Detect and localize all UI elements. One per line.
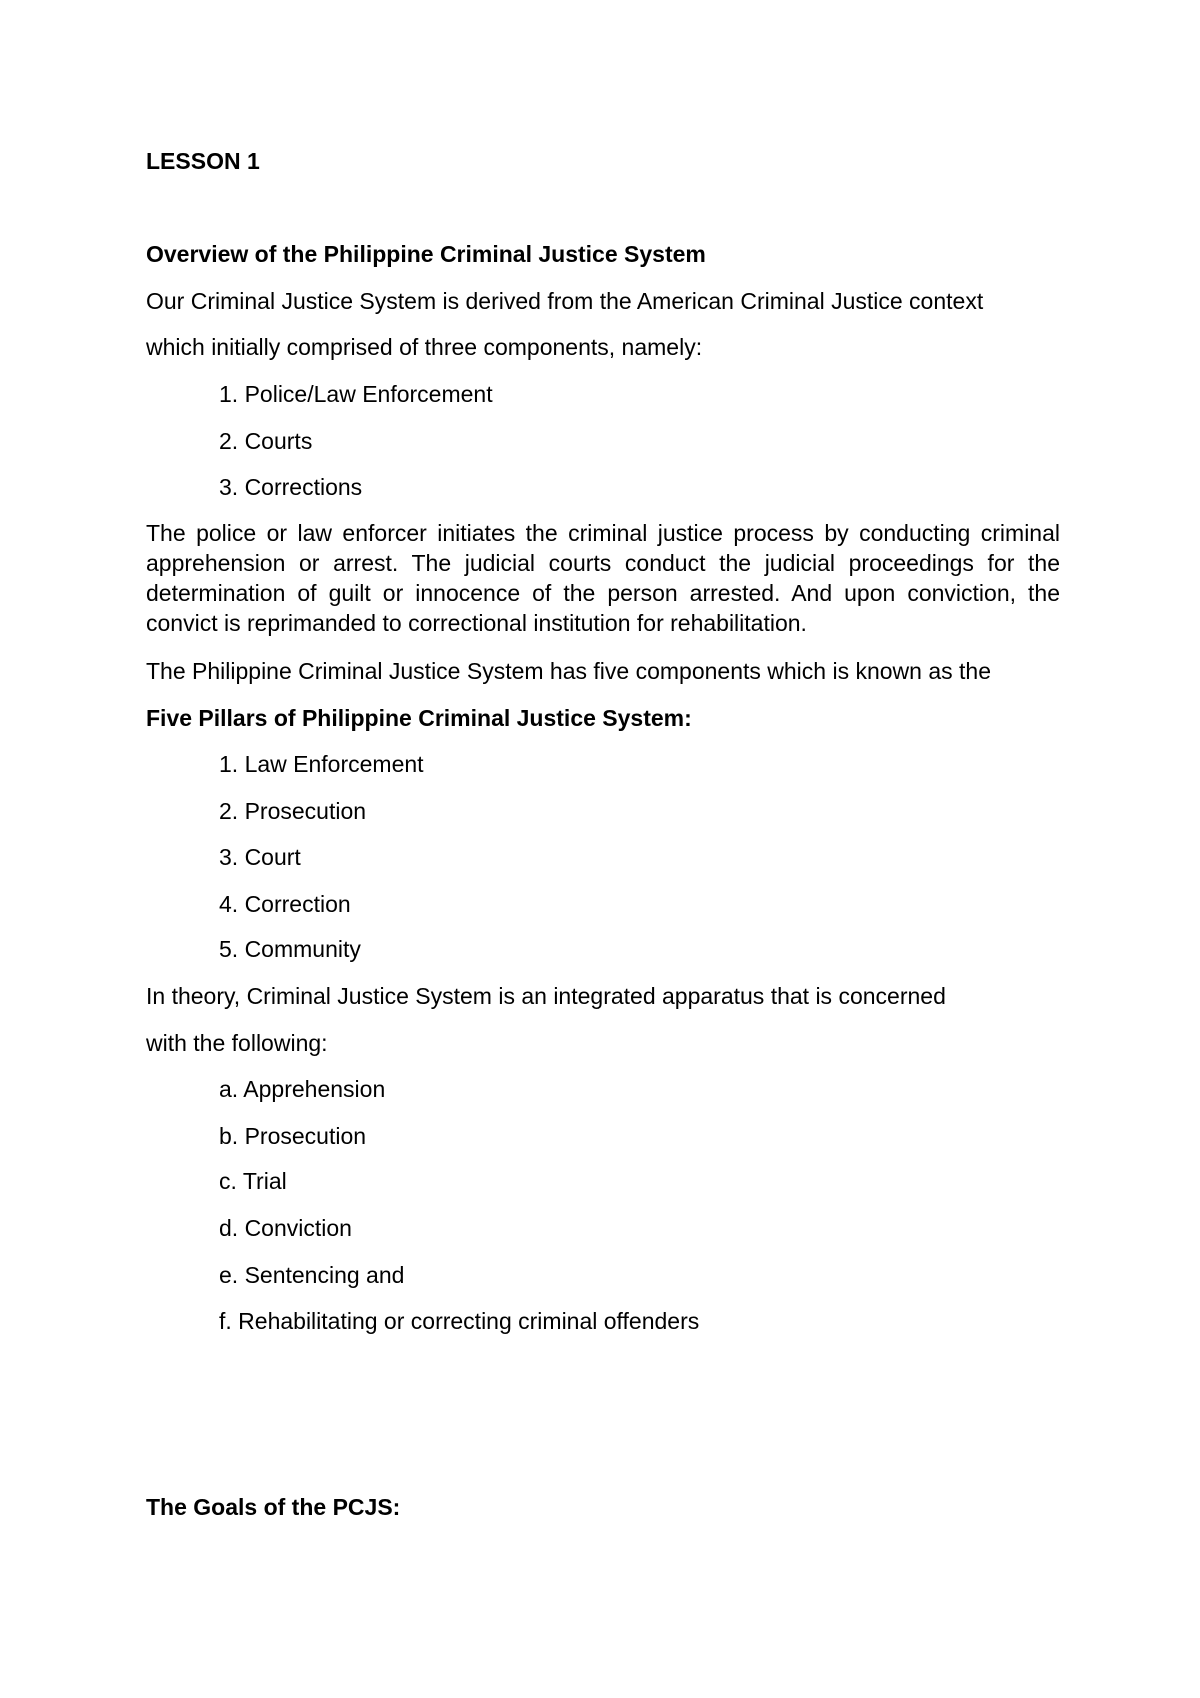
lesson-title: LESSON 1	[146, 148, 260, 174]
pillars-heading: Five Pillars of Philippine Criminal Justice System:	[146, 705, 692, 731]
component-item: 1. Police/Law Enforcement	[219, 381, 493, 407]
goals-heading: The Goals of the PCJS:	[146, 1494, 401, 1520]
concern-item: f. Rehabilitating or correcting criminal offenders	[219, 1308, 700, 1334]
theory-line-1: In theory, Criminal Justice System is an integrated apparatus that is concerned	[146, 983, 946, 1009]
intro-line-2: which initially comprised of three components, namely:	[146, 334, 703, 360]
pillar-item: 4. Correction	[219, 891, 351, 917]
component-item: 2. Courts	[219, 428, 313, 454]
concern-item: e. Sentencing and	[219, 1262, 405, 1288]
concern-item: c. Trial	[219, 1168, 287, 1194]
section-heading: Overview of the Philippine Criminal Justice System	[146, 241, 706, 267]
process-paragraph: The police or law enforcer initiates the criminal justice process by conducting criminal apprehension or arrest. The judicial courts conduct the judicial proceedings for the determination of guilt or innocence of the person arrested. And upon conviction, the convict is reprimanded to correctional institution for rehabilitation.	[146, 520, 1060, 636]
component-item: 3. Corrections	[219, 474, 363, 500]
pillar-item: 5. Community	[219, 936, 361, 962]
concern-item: d. Conviction	[219, 1215, 352, 1241]
concern-item: b. Prosecution	[219, 1123, 367, 1149]
pillar-item: 2. Prosecution	[219, 798, 367, 824]
theory-line-2: with the following:	[146, 1030, 328, 1056]
pillars-intro: The Philippine Criminal Justice System has five components which is known as the	[146, 658, 991, 684]
intro-line-1: Our Criminal Justice System is derived from the American Criminal Justice context	[146, 288, 984, 314]
concern-item: a. Apprehension	[219, 1076, 386, 1102]
pillar-item: 3. Court	[219, 844, 301, 870]
pillar-item: 1. Law Enforcement	[219, 751, 424, 777]
